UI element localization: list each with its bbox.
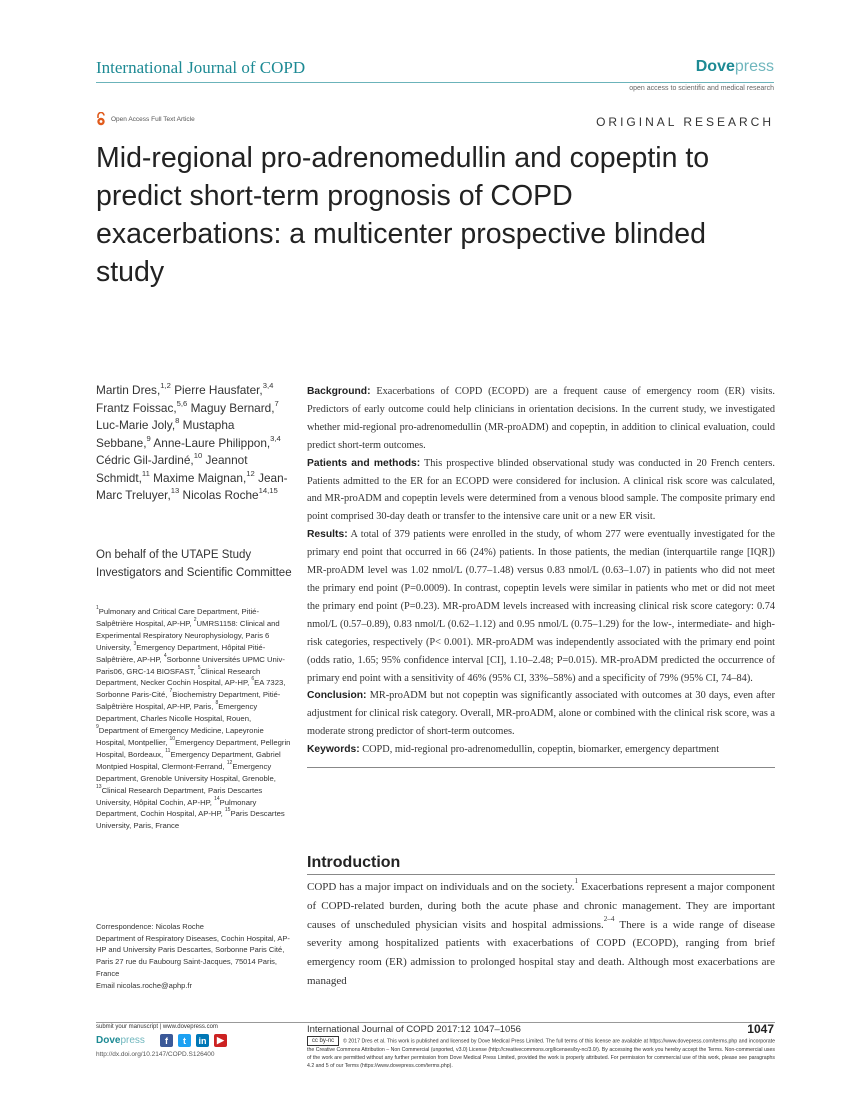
social-links [160,1034,227,1047]
author-affiliation-ref: 1,2 [160,381,171,390]
article-type: ORIGINAL RESEARCH [596,115,774,129]
author-name: Pierre Hausfater, [174,383,263,397]
introduction-text: COPD has a major impact on individuals and on the society.$^1$ Exacerbations represent a major component of COPD-related burden, during both the acute phase and chronic management. They are important causes of unscheduled physician visits and hospital admissions.$^{2-4}$ There is a wide range of disease severity among hospitalized patients with exacerbations of COPD (ECOPD), ranging from brief emergency room (ER) admission to prolonged hospital stay and death. Although most exacerbations are managed [307,877,775,987]
correspondence-email[interactable]: Email nicolas.roche@aphp.fr [96,980,192,990]
header-divider [96,82,774,83]
author-affiliation-ref: 3,4 [270,433,281,443]
author-affiliation-ref: 11 [141,468,150,478]
affiliation-number: 9 [96,724,99,731]
author-name: Jeannot Schmidt, [96,453,248,485]
correspondence-block [96,921,292,991]
abstract-methods: Patients and methods: This prospective blinded observational study was conducted in 20 French centers. Patients admitted to the ER for an ECOPD were considered for inclusion. A clinical risk score was calculated, and MR-proADM and copeptin levels were determined from a venous blood sample. The composite primary end point comprised 30-day death or transfer to the intensive care unit or a new ER visit. [307,457,776,523]
author-affiliation-ref: 8 [175,416,180,425]
affiliation-number: 4 [163,652,167,659]
reference-link[interactable]: 2–4 [603,914,615,923]
abstract [307,383,775,759]
affiliation-number: 14 [214,795,220,802]
author-name: Jean-Marc Treluyer, [96,470,288,502]
submit-link[interactable]: submit your manuscript | www.dovepress.com [96,1024,218,1030]
affiliation-text: Clinical Research Department, Necker Cochin Hospital, AP-HP, [96,666,261,688]
affiliation-number: 11 [165,747,171,754]
affiliation-text: Biochemistry Department, Pitié-Salpêtrière Hospital, AP-HP, Paris, [96,690,281,712]
affiliation-number: 10 [169,735,176,742]
affiliation-number: 5 [197,664,201,671]
abstract-conclusion: Conclusion: MR-proADM but not copeptin was significantly associated with outcomes at 30 days, even after adjustment for clinical risk category. Overall, MR-proADM, alone or combined with the clinical risk score, was a moderate strong predictor of short-term outcomes. [307,690,775,738]
affiliation-text: Clinical Research Department, Paris Descartes University, Hôpital Cochin, AP-HP, [96,785,263,807]
affiliation-number: 15 [224,807,231,814]
author-list [96,382,292,505]
affiliation-number: 13 [96,783,102,790]
correspondence-address: Department of Respiratory Diseases, Cochin Hospital, AP-HP and University Paris Descartes, Sorbonne Paris Cité, Paris 27 rue du Faubourg Saint-Jacques, 75014 Paris, France [96,933,290,978]
affiliation-text: Pulmonary Department, Cochin Hospital, AP-HP, [96,797,257,819]
linkedin-icon[interactable]: in [196,1034,209,1047]
affiliation-number: 7 [169,688,173,695]
abstract-keywords: Keywords: COPD, mid-regional pro-adrenomedullin, copeptin, biomarker, emergency department [307,744,720,756]
publisher-tagline: open access to scientific and medical research [629,85,774,92]
cc-license-icon[interactable]: cc by-nc [307,1036,339,1046]
doi-link[interactable]: http://dx.doi.org/10.2147/COPD.S126400 [96,1051,215,1058]
correspondence-name: Correspondence: Nicolas Roche [96,922,204,931]
on-behalf-statement: On behalf of the UTAPE Study Investigators and Scientific Committee [96,549,292,579]
author-name: Anne-Laure Philippon, [153,435,271,450]
publisher-bold: Dove [695,58,735,75]
article-title: Mid-regional pro-adrenomedullin and copeptin to predict short-term prognosis of COPD exacerbations: a multicenter prospective blinded study [96,142,710,288]
facebook-icon[interactable]: f [160,1034,173,1047]
youtube-icon[interactable]: ▶ [214,1034,227,1047]
introduction-heading: Introduction [307,854,401,871]
affiliation-number: 1 [96,605,99,611]
affiliation-text: EA 7323, Sorbonne Paris-Cité, [96,678,286,700]
twitter-icon[interactable]: t [178,1034,191,1047]
affiliation-text: UMRS1158: Clinical and Experimental Respiratory Neurophysiology, Paris 6 University, [96,618,280,652]
author-name: Nicolas Roche [182,488,259,502]
affiliation-list [96,606,292,832]
affiliation-text: Department of Emergency Medicine, Lapeyronie Hospital, Montpellier, [96,726,264,747]
affiliation-text: Emergency Department, Hôpital Pitié-Salpêtrière, AP-HP, [96,642,266,664]
page-number: 1047 [747,1022,774,1036]
affiliation-number: 6 [251,676,255,683]
author-affiliation-ref: 3,4 [262,381,274,390]
publisher-light: press [734,58,774,75]
author-name: Maguy Bernard, [190,400,275,415]
abstract-divider [307,767,775,768]
affiliation-text: Emergency Department, Charles Nicolle Hospital, Rouen, [96,702,258,724]
publisher-logo[interactable] [696,58,774,76]
license-text: cc by-nc © 2017 Dres et al. This work is published and licensed by Dove Medical Press Limited. The full terms of this license are available at https://www.dovepress.com/terms.php and incorporate the Creative Commons Attribution – Non Commercial (unported, v3.0) License (http://creativecommons.org/licenses/by-nc/3.0/). By accessing the work you hereby accept the Terms. Non-commercial uses of the work are permitted without any further permission from Dove Medical Press Limited, provided the work is properly attributed. For permission for commercial use of this work, please see paragraphs 4.2 and 5 of our Terms (https://www.dovepress.com/terms.php). [307,1038,775,1070]
open-access-label [96,112,195,126]
open-access-text: Open Access Full Text Article [111,115,195,123]
author-affiliation-ref: 9 [146,433,151,443]
journal-title[interactable]: International Journal of COPD [96,58,306,77]
author-name: Frantz Foissac, [96,400,177,415]
author-name: Mustapha Sebbane, [96,418,235,450]
author-name: Cédric Gil-Jardiné, [96,453,194,467]
affiliation-text: Pulmonary and Critical Care Department, Pitié-Salpêtrière Hospital, AP-HP, [96,607,259,628]
affiliation-text: Emergency Department, Pellegrin Hospital, Bordeaux, [96,737,291,759]
abstract-results: Results: A total of 379 patients were enrolled in the study, of whom 277 were eventually investigated for the primary end point that occurred in 66 (24%) patients. In those patients, the median (interquartile range [IQR]) MR-proADM level was 1.02 nmol/L (0.77–1.48) versus 0.83 nmol/L (0.63–1.07) in patients who did not meet the primary end point (P=0.0009). In contrast, copeptin levels were similar in patients who met or did not meet the primary end point (P=0.23). MR-proADM levels increased with increasing clinical risk score category: 0.74 nmol/L (0.57–0.89), 0.83 nmol/L (0.62–1.12) and 0.95 nmol/L (0.75–1.29) for the low-, intermediate- and high-risk categories, respectively (P< 0.001). MR-proADM was independently associated with the primary end point (odds ratio, 1.65; 95% confidence interval [CI], 1.10–2.48; P=0.015). MR-proADM predicted the occurrence of primary end point with a sensitivity of 46% (95% CI, 33%–58%) and a specificity of 79% (95% CI, 74–84). [307,529,776,684]
reference-link[interactable]: 1 [574,877,579,885]
author-affiliation-ref: 12 [246,468,255,478]
footer-citation: International Journal of COPD 2017:12 1047–1056 [307,1024,521,1035]
affiliation-text: Emergency Department, Grenoble University Hospital, Grenoble, [96,761,276,783]
author-name: Maxime Maignan, [153,470,247,485]
affiliation-number: 2 [193,616,197,623]
author-affiliation-ref: 14,15 [258,486,278,495]
abstract-background: Background: Exacerbations of COPD (ECOPD) are a frequent cause of emergency room (ER) visits. Predictors of early outcome could help clinicians in orientation decisions. In the current study, we investigated whether mid-regional pro-adrenomedullin (MR-proADM) and copeptin, in addition to clinical evaluation, could predict short-term outcomes. [307,386,775,451]
author-affiliation-ref: 7 [274,398,279,408]
author-name: Luc-Marie Joly, [96,418,176,432]
introduction-divider [307,874,775,875]
author-affiliation-ref: 10 [193,451,203,460]
affiliation-text: Sorbonne Universités UPMC Univ-Paris06, GRC-14 BIOSFAST, [96,654,285,676]
affiliation-number: 12 [226,759,233,766]
author-name: Martin Dres, [96,383,161,397]
author-affiliation-ref: 13 [170,486,180,495]
author-affiliation-ref: 5,6 [176,398,188,408]
footer-logo[interactable]: Dovepress [96,1035,145,1046]
affiliation-number: 3 [133,640,137,647]
affiliation-number: 8 [215,700,219,707]
affiliation-text: Paris Descartes University, Paris, France [96,809,285,831]
affiliation-text: Emergency Department, Gabriel Montpied Hospital, Clermont-Ferrand, [96,749,281,771]
open-access-icon [96,112,106,126]
